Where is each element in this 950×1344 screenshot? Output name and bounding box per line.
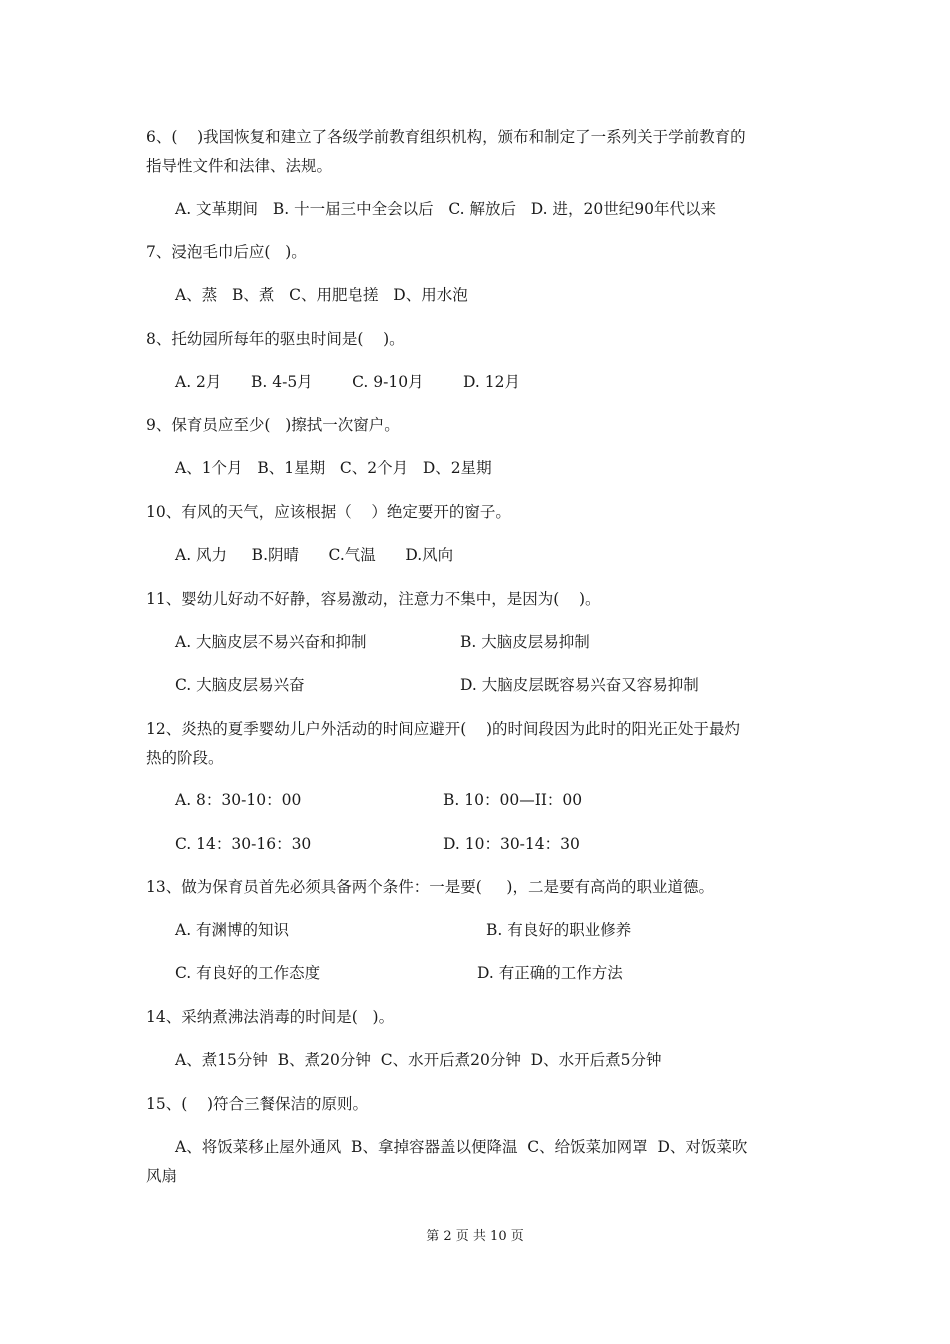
question-13-option-a: A. 有渊博的知识: [175, 921, 290, 939]
question-12-option-b: B. 10：00—II：00: [443, 791, 583, 809]
question-9-stem: 9、保育员应至少( )擦拭一次窗户。: [146, 416, 400, 434]
question-10-options: A. 风力 B.阴晴 C.气温 D.风向: [175, 546, 454, 564]
question-7-stem: 7、浸泡毛巾后应( )。: [146, 243, 307, 261]
question-6-options: A. 文革期间 B. 十一届三中全会以后 C. 解放后 D. 进，20世纪90年代以来: [175, 200, 716, 218]
question-8-options: A. 2月 B. 4-5月 C. 9-10月 D. 12月: [175, 373, 520, 391]
question-15-options-continued: 风扇: [146, 1167, 178, 1185]
question-15-options: A、将饭菜移止屋外通风 B、拿掉容器盖以便降温 C、给饭菜加网罩 D、对饭菜吹: [175, 1138, 748, 1156]
question-6-stem-continued: 指导性文件和法律、法规。: [146, 157, 333, 175]
question-13-option-d: D. 有正确的工作方法: [477, 964, 623, 982]
question-12-stem: 12、炎热的夏季婴幼儿户外活动的时间应避开( )的时间段因为此时的阳光正处于最灼: [146, 720, 741, 738]
question-13-stem: 13、做为保育员首先必须具备两个条件：一是要( )，二是要有高尚的职业道德。: [146, 878, 714, 896]
question-11-stem: 11、婴幼儿好动不好静，容易激动，注意力不集中，是因为( )。: [146, 590, 601, 608]
page-number-footer: 第 2 页 共 10 页: [426, 1229, 524, 1244]
question-10-stem: 10、有风的天气，应该根据（ ）绝定要开的窗子。: [146, 503, 511, 521]
question-13-option-c: C. 有良好的工作态度: [175, 964, 321, 982]
question-15-stem: 15、( )符合三餐保洁的原则。: [146, 1095, 369, 1113]
question-13-option-b: B. 有良好的职业修养: [486, 921, 632, 939]
question-6-stem: 6、( )我国恢复和建立了各级学前教育组织机构，颁布和制定了一系列关于学前教育的: [146, 128, 746, 146]
question-7-options: A、蒸 B、煮 C、用肥皂搓 D、用水泡: [175, 286, 468, 304]
question-11-option-d: D. 大脑皮层既容易兴奋又容易抑制: [460, 676, 699, 694]
question-12-option-c: C. 14：30-16：30: [175, 835, 312, 853]
question-12-option-a: A. 8：30-10：00: [175, 791, 302, 809]
question-14-options: A、煮15分钟 B、煮20分钟 C、水开后煮20分钟 D、水开后煮5分钟: [175, 1051, 662, 1069]
question-8-stem: 8、托幼园所每年的驱虫时间是( )。: [146, 330, 405, 348]
question-9-options: A、1个月 B、1星期 C、2个月 D、2星期: [175, 459, 492, 477]
question-12-option-d: D. 10：30-14：30: [443, 835, 580, 853]
question-11-option-c: C. 大脑皮层易兴奋: [175, 676, 305, 694]
question-12-stem-continued: 热的阶段。: [146, 749, 224, 767]
question-11-option-b: B. 大脑皮层易抑制: [460, 633, 590, 651]
question-14-stem: 14、采纳煮沸法消毒的时间是( )。: [146, 1008, 395, 1026]
question-11-option-a: A. 大脑皮层不易兴奋和抑制: [175, 633, 367, 651]
